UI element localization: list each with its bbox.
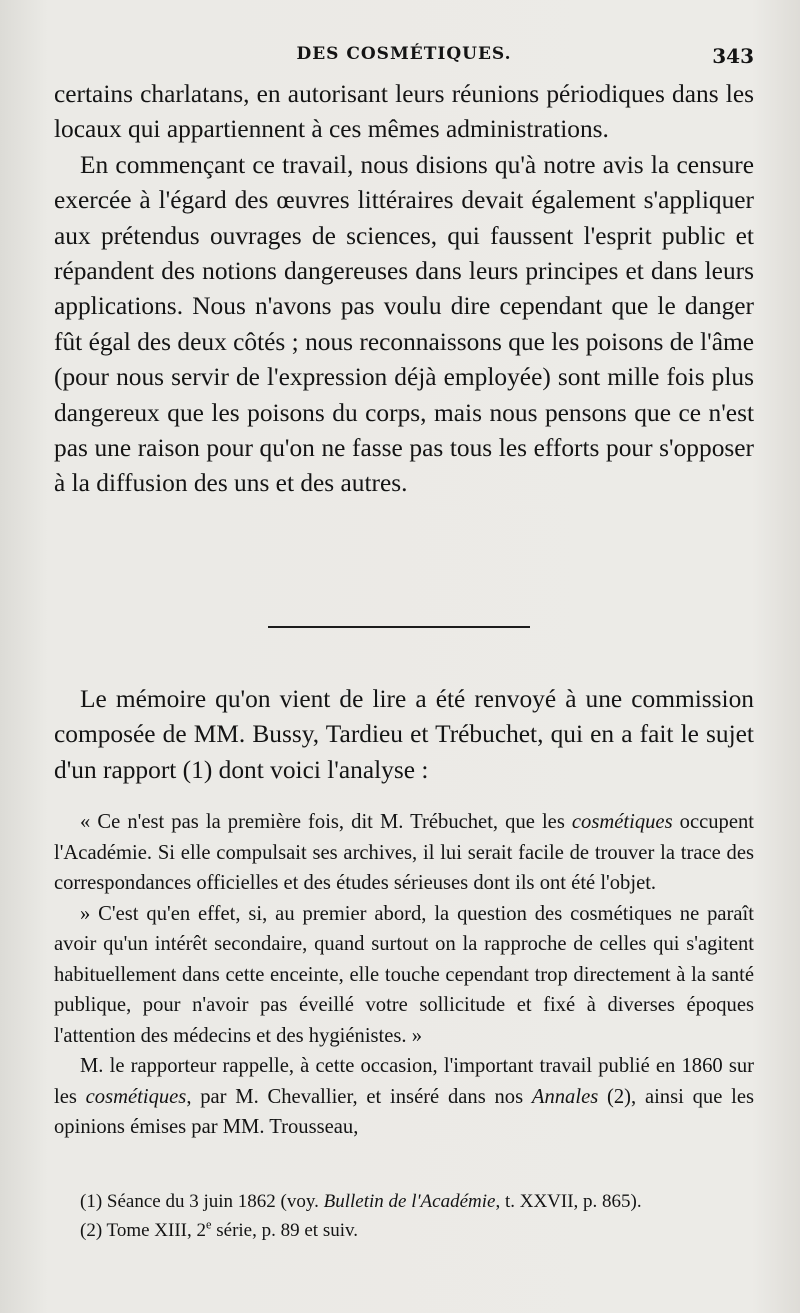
footnote-2-text-a: (2) Tome XIII, 2 bbox=[80, 1220, 207, 1241]
quote-1-text-a: « Ce n'est pas la première fois, dit M. Trébuchet, que les bbox=[80, 811, 572, 833]
report-3-text-c: (2), ainsi que les opinions émises par MM. Trousseau, bbox=[54, 1085, 754, 1138]
footnote-1 bbox=[54, 1187, 754, 1216]
footnote-2-text-b: série, p. 89 et suiv. bbox=[211, 1220, 359, 1241]
report-3-text-b: , par M. Chevallier, et inséré dans nos bbox=[186, 1085, 532, 1108]
page-header bbox=[54, 44, 754, 74]
report-3-text-a: M. le rapporteur rappelle, à cette occasion, l'important travail publié en 1860 sur les bbox=[54, 1055, 754, 1108]
footnote-2 bbox=[54, 1216, 754, 1245]
footnotes bbox=[54, 1187, 754, 1245]
footnote-2-superscript: e bbox=[206, 1217, 212, 1232]
report-quotation bbox=[54, 807, 754, 1143]
quote-1-emphasis: cosmétiques bbox=[571, 811, 673, 833]
running-head: DES COSMÉTIQUES. bbox=[296, 44, 512, 64]
paragraph-report-intro: Le mémoire qu'on vient de lire a été renvoyé à une commission composée de MM. Bussy, Tardieu et Trébuchet, qui en a fait le sujet d'un rapport (1) dont voici l'analyse : bbox=[54, 685, 754, 784]
footnote-1-text-a: (1) Séance du 3 juin 1862 (voy. bbox=[80, 1191, 324, 1212]
paragraph-censure: En commençant ce travail, nous disions qu'à notre avis la censure exercée à l'égard des œuvres littéraires devait également s'appliquer aux prétendus ouvrages de sciences, qui faussent l'esprit public et répandent des notions dangereuses dans leurs principes et dans leurs applications. Nous n'avons pas voulu dire cependant que le danger fût égal des deux côtés ; nous reconnaissons que les poisons de l'âme (pour nous servir de l'expression déjà employée) sont mille fois plus dangereux que les poisons du corps, mais nous pensons que ce n'est pas une raison pour qu'on ne fasse pas tous les efforts pour s'opposer à la diffusion des uns et des autres. bbox=[54, 150, 754, 498]
footnote-1-text-b: , t. XXVII, p. 865). bbox=[495, 1191, 642, 1212]
section-divider bbox=[268, 626, 530, 628]
report-paragraph-3 bbox=[54, 1051, 754, 1143]
quote-1-text-b: occupent l'Académie. Si elle compulsait ses archives, il lui serait facile de trouver la trace des correspondances officielles et des études sérieuses dont ils ont été l'objet. bbox=[54, 811, 754, 894]
quote-paragraph-2: » C'est qu'en effet, si, au premier abord, la question des cosmétiques ne paraît avoir qu'un intérêt secondaire, quand surtout on la rapproche de celles qui s'agitent habituellement dans cette enceinte, elle touche cependant trop directement à la santé publique, pour n'avoir pas éveillé votre sollicitude et fixé à diverses époques l'attention des médecins et des hygiénistes. » bbox=[54, 902, 754, 1047]
page-number: 343 bbox=[712, 44, 754, 68]
paragraph-continued: certains charlatans, en autorisant leurs réunions périodiques dans les locaux qui appartiennent à ces mêmes administrations. bbox=[54, 80, 754, 144]
footnote-1-emphasis: Bulletin de l'Académie bbox=[323, 1191, 496, 1212]
text-block-continuation bbox=[54, 77, 754, 502]
report-3-emphasis-cosmetiques: cosmétiques bbox=[85, 1085, 187, 1108]
quote-paragraph-1 bbox=[54, 807, 754, 899]
report-3-emphasis-annales: Annales bbox=[531, 1085, 599, 1108]
text-block-report-intro bbox=[54, 682, 754, 788]
